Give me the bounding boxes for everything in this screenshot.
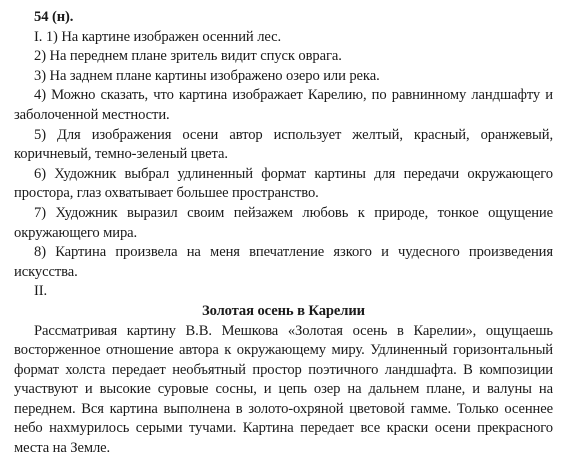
part-two-label: II. — [34, 283, 48, 300]
essay-title: Золотая осень в Карелии — [201, 302, 365, 319]
part-two — [14, 302, 553, 459]
essay-body: Рассматривая картину В.В. Мешкова «Золотая осень в Карелии», ощущаешь восторженное отношение автора к окружающему миру. Удлиненный горизонтальный формат холста передает необъятный простор поэтичного ландшафта. В композиции участвуют и высокие суровые сосны, и цепь озер на дальнем плане, и валуны на переднем. Вся картина выполнена в золото-охряной цветовой гамме. Только осеннее небо нахмурилось серыми тучами. Картина передает все краски осени прекрасного места на Земле. — [14, 322, 553, 457]
answer-item-6: 6) Художник выбрал удлиненный формат картины для передачи окружающего простора, глаз охватывает большее пространство. — [14, 165, 553, 202]
answer-item-2: 2) На переднем плане зритель видит спуск оврага. — [34, 48, 342, 65]
answer-item-3: 3) На заднем плане картины изображено озеро или река. — [34, 67, 380, 84]
exercise-number: 54 (н). — [34, 9, 74, 25]
part-one — [14, 28, 553, 283]
answer-item-5: 5) Для изображения осени автор использует желтый, красный, оранжевый, коричневый, темно-зеленый цвета. — [14, 126, 553, 163]
answer-item-4: 4) Можно сказать, что картина изображает Карелию, по равнинному ландшафту и заболоченной местности. — [14, 87, 553, 123]
answer-item-7: 7) Художник выразил своим пейзажем любовь к природе, тонкое ощущение окружающего мира. — [14, 204, 553, 241]
answer-item-8: 8) Картина произвела на меня впечатление язкого и чудесного произведения искусства. — [14, 244, 553, 280]
answer-item-1: I. 1) На картине изображен осенний лес. — [34, 28, 282, 45]
